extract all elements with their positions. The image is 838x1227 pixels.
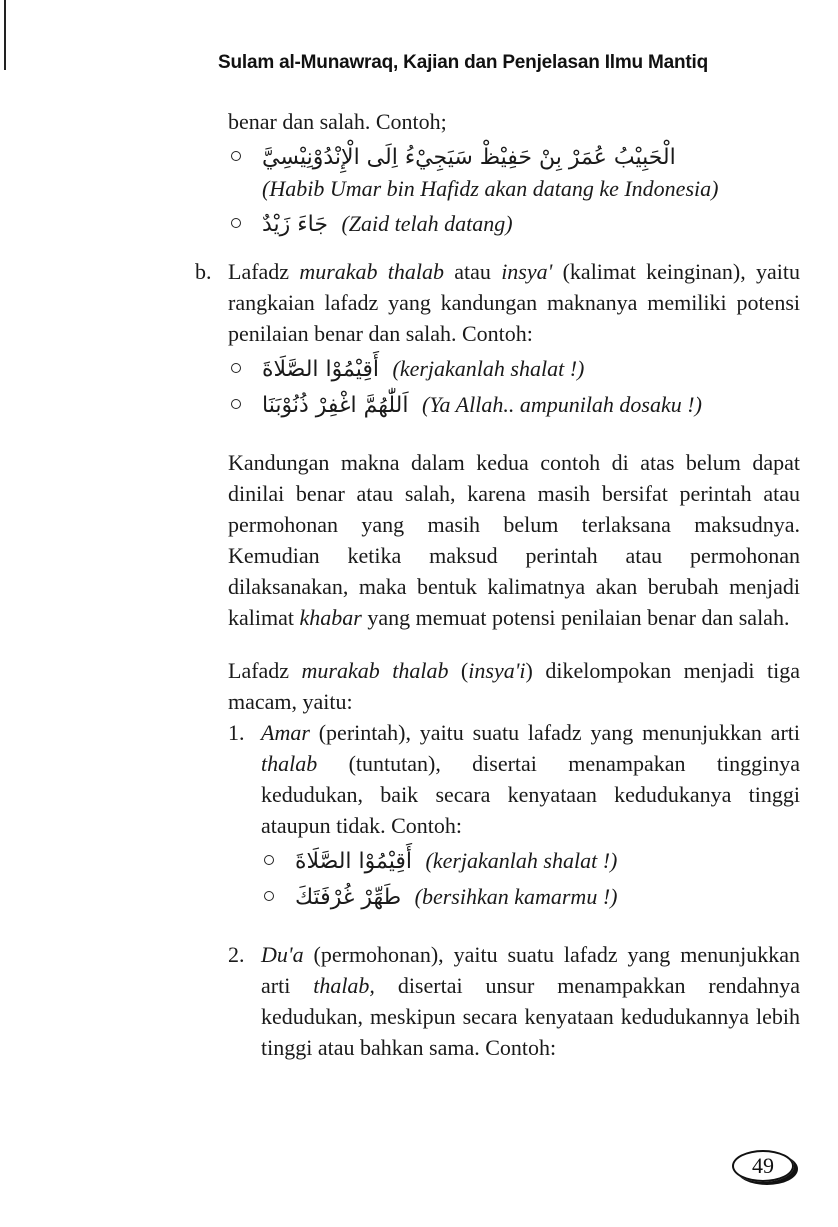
arabic-example: أَقِيْمُوْا الصَّلَاةَ — [262, 357, 380, 382]
text-run: atau — [444, 259, 502, 284]
list-number: 2. — [228, 942, 245, 967]
example-item — [228, 389, 800, 421]
arabic-example: أَقِيْمُوْا الصَّلَاةَ — [295, 849, 413, 874]
arabic-example: اَللّٰهُمَّ اغْفِرْ ذُنُوْبَنَا — [262, 393, 409, 418]
text-run: disertai unsur menampakkan rendahnya kedudukan, meskipun secara kenyataan kedudukannya lebih tinggi atau bahkan sama. Contoh: — [261, 973, 800, 1060]
italic-term: Du'a — [261, 942, 304, 967]
italic-term: insya'i — [468, 658, 526, 683]
running-header: Sulam al-Munawraq, Kajian dan Penjelasan Ilmu Mantiq — [218, 52, 709, 73]
example-translation: (Habib Umar bin Hafidz akan datang ke Indonesia) — [262, 176, 719, 201]
text-run: yang memuat potensi penilaian benar dan salah. — [361, 605, 790, 630]
text-run: Lafadz — [228, 658, 302, 683]
point-b-text — [228, 256, 800, 349]
example-item — [261, 845, 800, 877]
italic-term: murakab thalab — [299, 259, 445, 284]
text-run: (tuntutan), disertai menampakan tingginya kedudukan, baik secara kenyataan kedudukanya tinggi ataupun tidak. Contoh: — [261, 751, 800, 838]
arabic-example: الْحَبِيْبُ عُمَرْ بِنْ حَفِيْظْ سَيَجِيْءُ اِلَى الْإِنْدُوْنِيْسِيَّ — [262, 145, 676, 170]
example-item — [228, 353, 800, 385]
text-run: Kandungan makna dalam kedua contoh di atas belum dapat dinilai benar atau salah, karena masih bersifat perintah atau permohonan yang masih belum terlaksana maksudnya. Kemudian ketika maksud perintah atau permohonan dilaksanakan, maka bentuk kalimatnya akan berubah menjadi kalimat — [228, 450, 800, 630]
bullet-circle-icon — [264, 855, 274, 865]
khabar-examples — [195, 141, 800, 240]
example-translation: (kerjakanlah shalat !) — [425, 848, 618, 873]
example-translation: (Ya Allah.. ampunilah dosaku !) — [422, 392, 702, 417]
intro-text: benar dan salah. Contoh; — [228, 109, 447, 134]
list-item-text — [261, 717, 800, 841]
italic-term: khabar — [299, 605, 362, 630]
example-item — [228, 141, 800, 204]
bullet-circle-icon — [231, 218, 241, 228]
italic-term: thalab, — [313, 973, 375, 998]
italic-term: thalab — [261, 751, 318, 776]
example-item — [261, 881, 800, 913]
paragraph-lafadz — [195, 655, 800, 717]
page-content — [195, 106, 800, 1063]
text-run: ) dikelompokan menjadi tiga macam, yaitu: — [228, 658, 800, 714]
numbered-list — [195, 717, 800, 1063]
point-marker: b. — [195, 259, 212, 284]
italic-term: insya' — [501, 259, 553, 284]
text-run: (perintah), yaitu suatu lafadz yang menunjukkan arti — [309, 720, 800, 745]
example-translation: (Zaid telah datang) — [341, 211, 513, 236]
list-item-text — [261, 939, 800, 1063]
list-number: 1. — [228, 720, 245, 745]
text-run: (permohonan), yaitu suatu lafadz yang menunjukkan arti — [261, 942, 800, 998]
text-run: (kalimat keinginan), yaitu rangkaian lafadz yang kandungan maknanya memiliki potensi penilaian benar dan salah. Contoh: — [228, 259, 800, 346]
bullet-circle-icon — [231, 363, 241, 373]
arabic-example: طَهِّرْ غُرْفَتَكَ — [295, 885, 402, 910]
italic-term: murakab thalab — [301, 658, 449, 683]
amar-examples — [261, 845, 800, 913]
text-run: ( — [448, 658, 469, 683]
page-edge-line — [4, 0, 6, 70]
point-b — [195, 256, 800, 421]
list-item — [228, 939, 800, 1063]
insya-examples — [228, 353, 800, 421]
paragraph-kandungan — [195, 447, 800, 633]
page-number-badge — [732, 1150, 794, 1182]
list-item — [228, 717, 800, 913]
example-translation: (bersihkan kamarmu !) — [414, 884, 618, 909]
text-run: Lafadz — [228, 259, 300, 284]
italic-term: Amar — [261, 720, 310, 745]
bullet-circle-icon — [264, 891, 274, 901]
bullet-circle-icon — [231, 399, 241, 409]
bullet-circle-icon — [231, 151, 241, 161]
page-number: 49 — [752, 1153, 774, 1178]
arabic-example: جَاءَ زَيْدٌ — [262, 212, 328, 237]
example-translation: (kerjakanlah shalat !) — [392, 356, 585, 381]
example-item — [228, 208, 800, 240]
